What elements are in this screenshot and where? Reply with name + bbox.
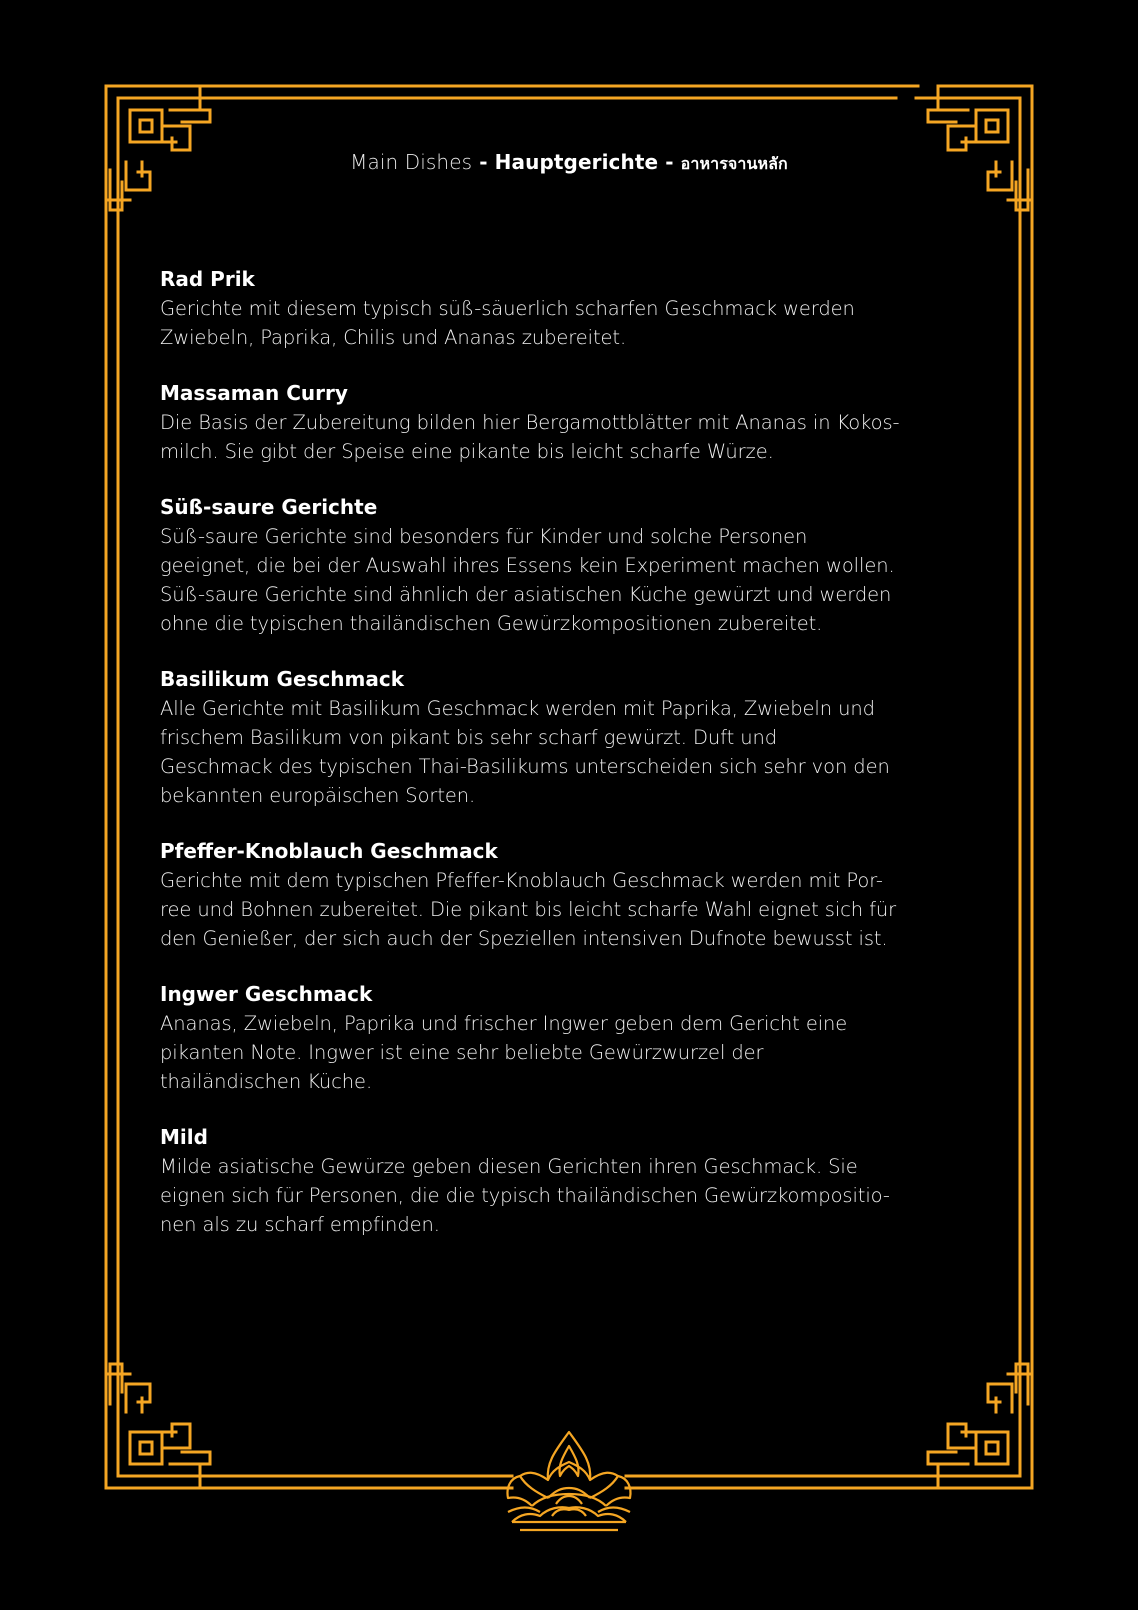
section-heading: Pfeffer-Knoblauch Geschmack <box>160 839 498 863</box>
section-description <box>160 294 990 352</box>
title-english: Main Dishes <box>350 150 473 174</box>
section-suess-saure <box>160 492 990 638</box>
description-line: eignen sich für Personen, die die typisch thailändischen Gewürzkompositio- <box>160 1184 890 1207</box>
description-line: frischem Basilikum von pikant bis sehr scharf gewürzt. Duft und <box>160 726 778 749</box>
description-line: pikanten Note. Ingwer ist eine sehr beliebte Gewürzwurzel der <box>160 1041 764 1064</box>
section-heading: Süß-saure Gerichte <box>160 495 378 519</box>
description-line: Gerichte mit diesem typisch süß-säuerlich scharfen Geschmack werden <box>160 297 855 320</box>
description-line: Milde asiatische Gewürze geben diesen Gerichten ihren Geschmack. Sie <box>160 1155 858 1178</box>
section-description <box>160 522 990 638</box>
description-line: thailändischen Küche. <box>160 1070 373 1093</box>
section-heading: Massaman Curry <box>160 381 348 405</box>
section-pfeffer-knoblauch <box>160 836 990 953</box>
section-mild <box>160 1122 990 1239</box>
description-line: Geschmack des typischen Thai-Basilikums unterscheiden sich sehr von den <box>160 755 890 778</box>
description-line: ree und Bohnen zubereitet. Die pikant bis leicht scharfe Wahl eignet sich für <box>160 898 897 921</box>
corner-ornament-bottom-left <box>106 1352 222 1488</box>
section-heading: Mild <box>160 1125 208 1149</box>
description-line: nen als zu scharf empfinden. <box>160 1213 440 1236</box>
page-title <box>0 150 1138 177</box>
section-rad-prik <box>160 264 990 352</box>
description-line: Zwiebeln, Paprika, Chilis und Ananas zubereitet. <box>160 326 627 349</box>
section-description <box>160 866 990 953</box>
description-line: geeignet, die bei der Auswahl ihres Essens kein Experiment machen wollen. <box>160 554 895 577</box>
section-basilikum <box>160 664 990 810</box>
description-line: milch. Sie gibt der Speise eine pikante bis leicht scharfe Würze. <box>160 440 774 463</box>
corner-ornament-bottom-right <box>916 1352 1032 1488</box>
section-massaman-curry <box>160 378 990 466</box>
description-line: Ananas, Zwiebeln, Paprika und frischer Ingwer geben dem Gericht eine <box>160 1012 848 1035</box>
section-heading: Rad Prik <box>160 267 255 291</box>
lotus-flame-icon <box>508 1432 631 1530</box>
description-line: Alle Gerichte mit Basilikum Geschmack werden mit Paprika, Zwiebeln und <box>160 697 875 720</box>
title-thai: อาหารจานหลัก <box>680 154 788 173</box>
description-line: bekannten europäischen Sorten. <box>160 784 476 807</box>
section-ingwer <box>160 979 990 1096</box>
description-line: Gerichte mit dem typischen Pfeffer-Knoblauch Geschmack werden mit Por- <box>160 869 883 892</box>
description-line: ohne die typischen thailändischen Gewürzkompositionen zubereitet. <box>160 612 823 635</box>
description-line: den Genießer, der sich auch der Speziellen intensiven Dufnote bewusst ist. <box>160 927 888 950</box>
section-description <box>160 1009 990 1096</box>
dish-categories <box>160 264 990 1265</box>
title-separator: - <box>472 150 495 174</box>
description-line: Süß-saure Gerichte sind besonders für Kinder und solche Personen <box>160 525 808 548</box>
section-description <box>160 694 990 810</box>
section-description <box>160 408 990 466</box>
section-description <box>160 1152 990 1239</box>
section-heading: Basilikum Geschmack <box>160 667 405 691</box>
description-line: Süß-saure Gerichte sind ähnlich der asiatischen Küche gewürzt und werden <box>160 583 892 606</box>
section-heading: Ingwer Geschmack <box>160 982 373 1006</box>
title-separator: - <box>658 150 681 174</box>
title-german: Hauptgerichte <box>494 150 659 174</box>
description-line: Die Basis der Zubereitung bilden hier Bergamottblätter mit Ananas in Kokos- <box>160 411 900 434</box>
